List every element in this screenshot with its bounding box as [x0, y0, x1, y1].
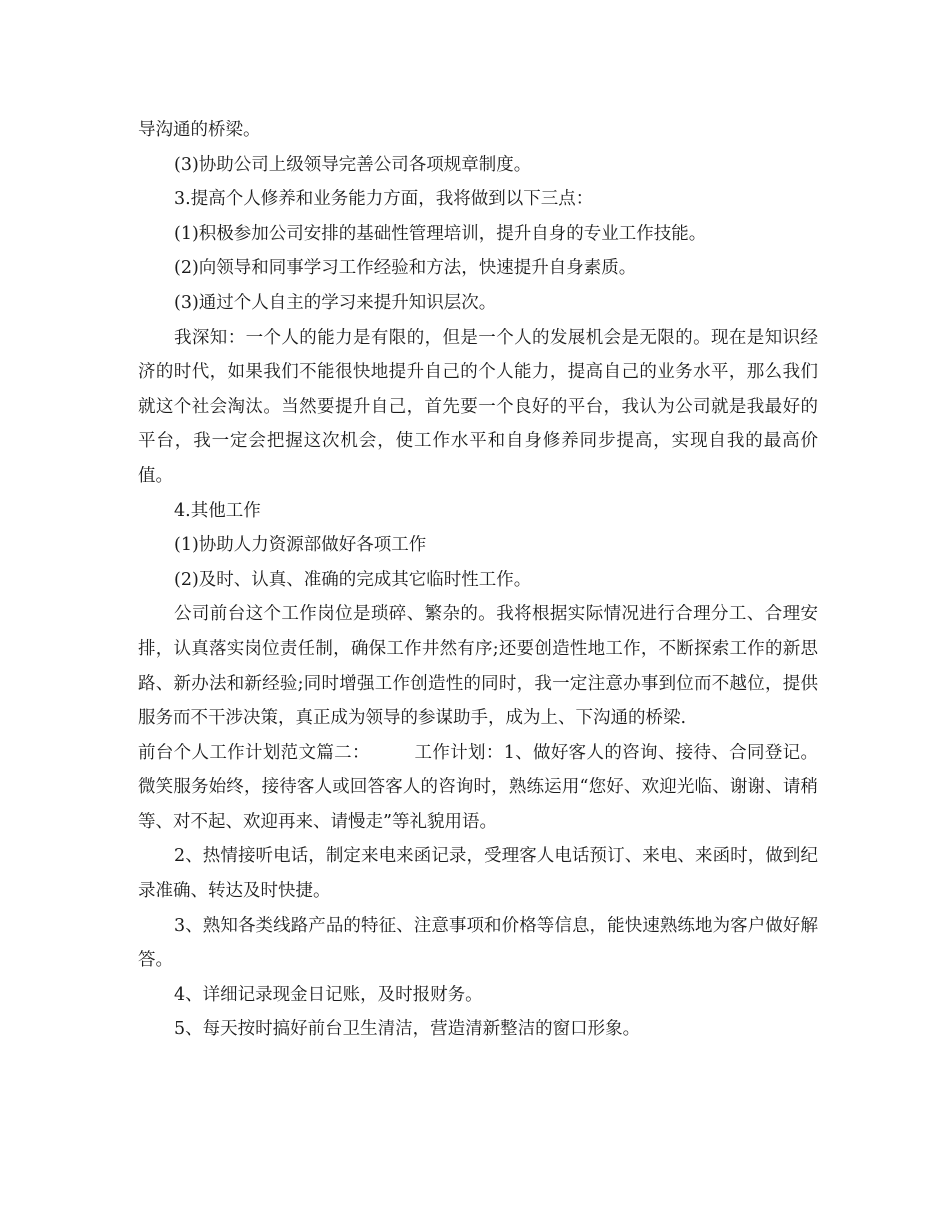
paragraph-item: (1)协助人力资源部做好各项工作	[174, 535, 427, 556]
paragraph-item: (2)及时、认真、准确的完成其它临时性工作。	[174, 569, 532, 590]
paragraph-item: 2、热情接听电话，制定来电来函记录，受理客人电话预订、来电、来函时，做到纪录准确、转达及时快捷。	[138, 846, 818, 902]
paragraph-item: (3)通过个人自主的学习来提升知识层次。	[174, 292, 497, 313]
paragraph-continuation: 导沟通的桥梁。	[138, 120, 261, 140]
paragraph-item: 5、每天按时搞好前台卫生清洁，营造清新整洁的窗口形象。	[174, 1019, 641, 1040]
paragraph-item: (1)积极参加公司安排的基础性管理培训，提升自身的专业工作技能。	[174, 223, 707, 244]
paragraph-item: (3)协助公司上级领导完善公司各项规章制度。	[174, 154, 532, 175]
paragraph-item: 3、熟知各类线路产品的特征、注意事项和价格等信息，能快速熟练地为客户做好解答。	[138, 915, 818, 971]
document-body	[138, 113, 818, 1047]
paragraph-item: 4、详细记录现金日记账，及时报财务。	[174, 984, 483, 1005]
paragraph-article-two-intro: 前台个人工作计划范文篇二： 工作计划：1、做好客人的咨询、接待、合同登记。微笑服务始终，接待客人或回答客人的咨询时，熟练运用“您好、欢迎光临、谢谢、请稍等、对不起、欢迎再来、请慢走”等礼貌用语。	[138, 742, 818, 832]
paragraph-item: (2)向领导和同事学习工作经验和方法，快速提升自身素质。	[174, 258, 637, 279]
paragraph-body: 公司前台这个工作岗位是琐碎、繁杂的。我将根据实际情况进行合理分工、合理安排，认真落实岗位责任制，确保工作井然有序;还要创造性地工作，不断探索工作的新思路、新办法和新经验;同时增强工作创造性的同时，我一定注意办事到位而不越位，提供服务而不干涉决策，真正成为领导的参谋助手，成为上、下沟通的桥梁.	[138, 604, 818, 729]
paragraph-section-heading: 4.其他工作	[174, 500, 261, 521]
paragraph-section-heading: 3.提高个人修养和业务能力方面，我将做到以下三点：	[174, 189, 594, 210]
paragraph-body: 我深知：一个人的能力是有限的，但是一个人的发展机会是无限的。现在是知识经济的时代，如果我们不能很快地提升自己的个人能力，提高自己的业务水平，那么我们就这个社会淘汰。当然要提升自己，首先要一个良好的平台，我认为公司就是我最好的平台，我一定会把握这次机会，使工作水平和自身修养同步提高，实现自我的最高价值。	[138, 327, 818, 486]
